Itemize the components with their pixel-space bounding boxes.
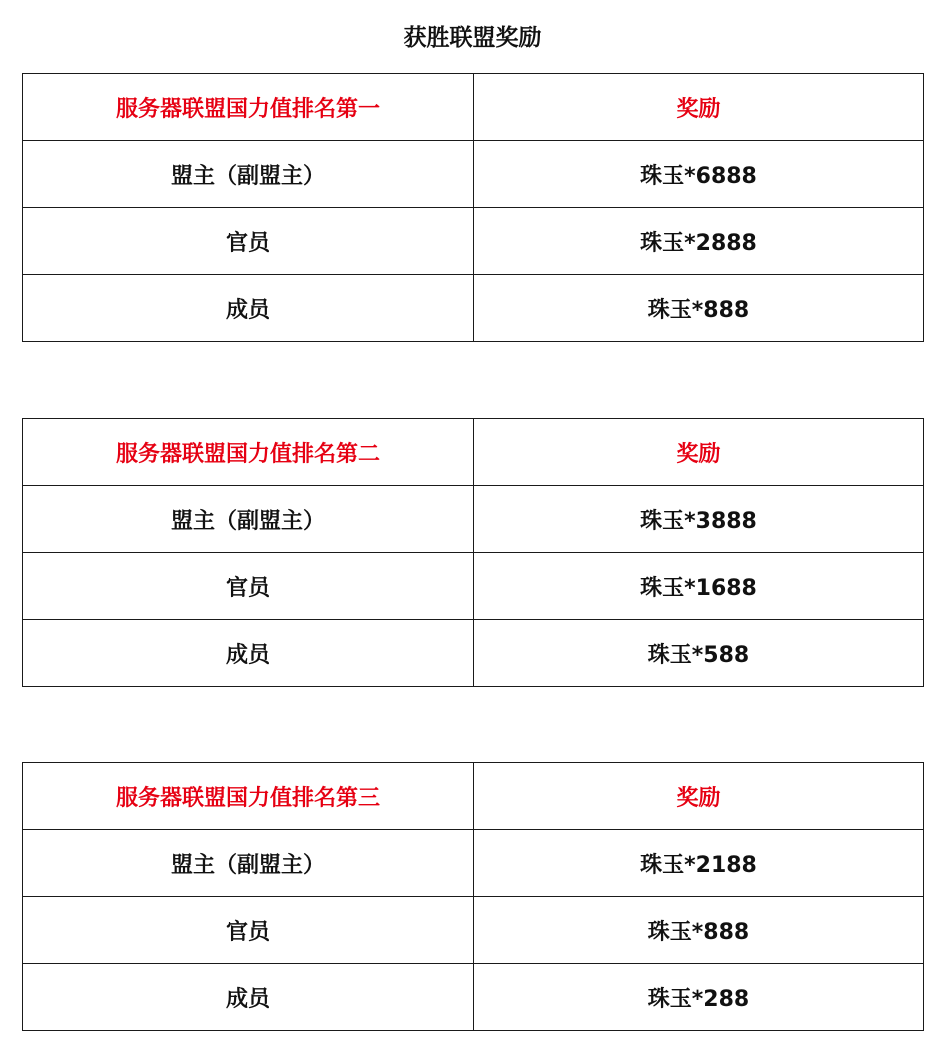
reward-cell: 珠玉*588	[474, 620, 924, 687]
reward-cell: 珠玉*288	[474, 964, 924, 1031]
reward-header-cell: 奖励	[474, 419, 924, 486]
table-row	[23, 964, 924, 1031]
role-cell: 盟主（副盟主）	[23, 486, 474, 553]
reward-cell: 珠玉*2188	[474, 830, 924, 897]
table-row	[23, 830, 924, 897]
reward-cell: 珠玉*3888	[474, 486, 924, 553]
reward-cell: 珠玉*1688	[474, 553, 924, 620]
role-cell: 盟主（副盟主）	[23, 830, 474, 897]
role-cell: 成员	[23, 964, 474, 1031]
reward-header-cell: 奖励	[474, 74, 924, 141]
role-cell: 成员	[23, 275, 474, 342]
page-title: 获胜联盟奖励	[403, 25, 542, 51]
role-cell: 盟主（副盟主）	[23, 141, 474, 208]
reward-table-rank-2	[22, 418, 924, 687]
reward-cell: 珠玉*888	[474, 897, 924, 964]
table-row	[23, 553, 924, 620]
rank-header-cell: 服务器联盟国力值排名第一	[23, 74, 474, 141]
table-row	[23, 275, 924, 342]
table-row	[23, 620, 924, 687]
rank-header-cell: 服务器联盟国力值排名第二	[23, 419, 474, 486]
reward-cell: 珠玉*6888	[474, 141, 924, 208]
reward-cell: 珠玉*2888	[474, 208, 924, 275]
table-row	[23, 208, 924, 275]
reward-table-rank-1	[22, 73, 924, 342]
table-row	[23, 897, 924, 964]
reward-table-rank-3	[22, 762, 924, 1031]
role-cell: 成员	[23, 620, 474, 687]
table-row	[23, 141, 924, 208]
table-header-row	[23, 74, 924, 141]
rank-header-cell: 服务器联盟国力值排名第三	[23, 763, 474, 830]
role-cell: 官员	[23, 553, 474, 620]
table-header-row	[23, 419, 924, 486]
reward-header-cell: 奖励	[474, 763, 924, 830]
role-cell: 官员	[23, 897, 474, 964]
table-row	[23, 486, 924, 553]
reward-cell: 珠玉*888	[474, 275, 924, 342]
table-header-row	[23, 763, 924, 830]
role-cell: 官员	[23, 208, 474, 275]
